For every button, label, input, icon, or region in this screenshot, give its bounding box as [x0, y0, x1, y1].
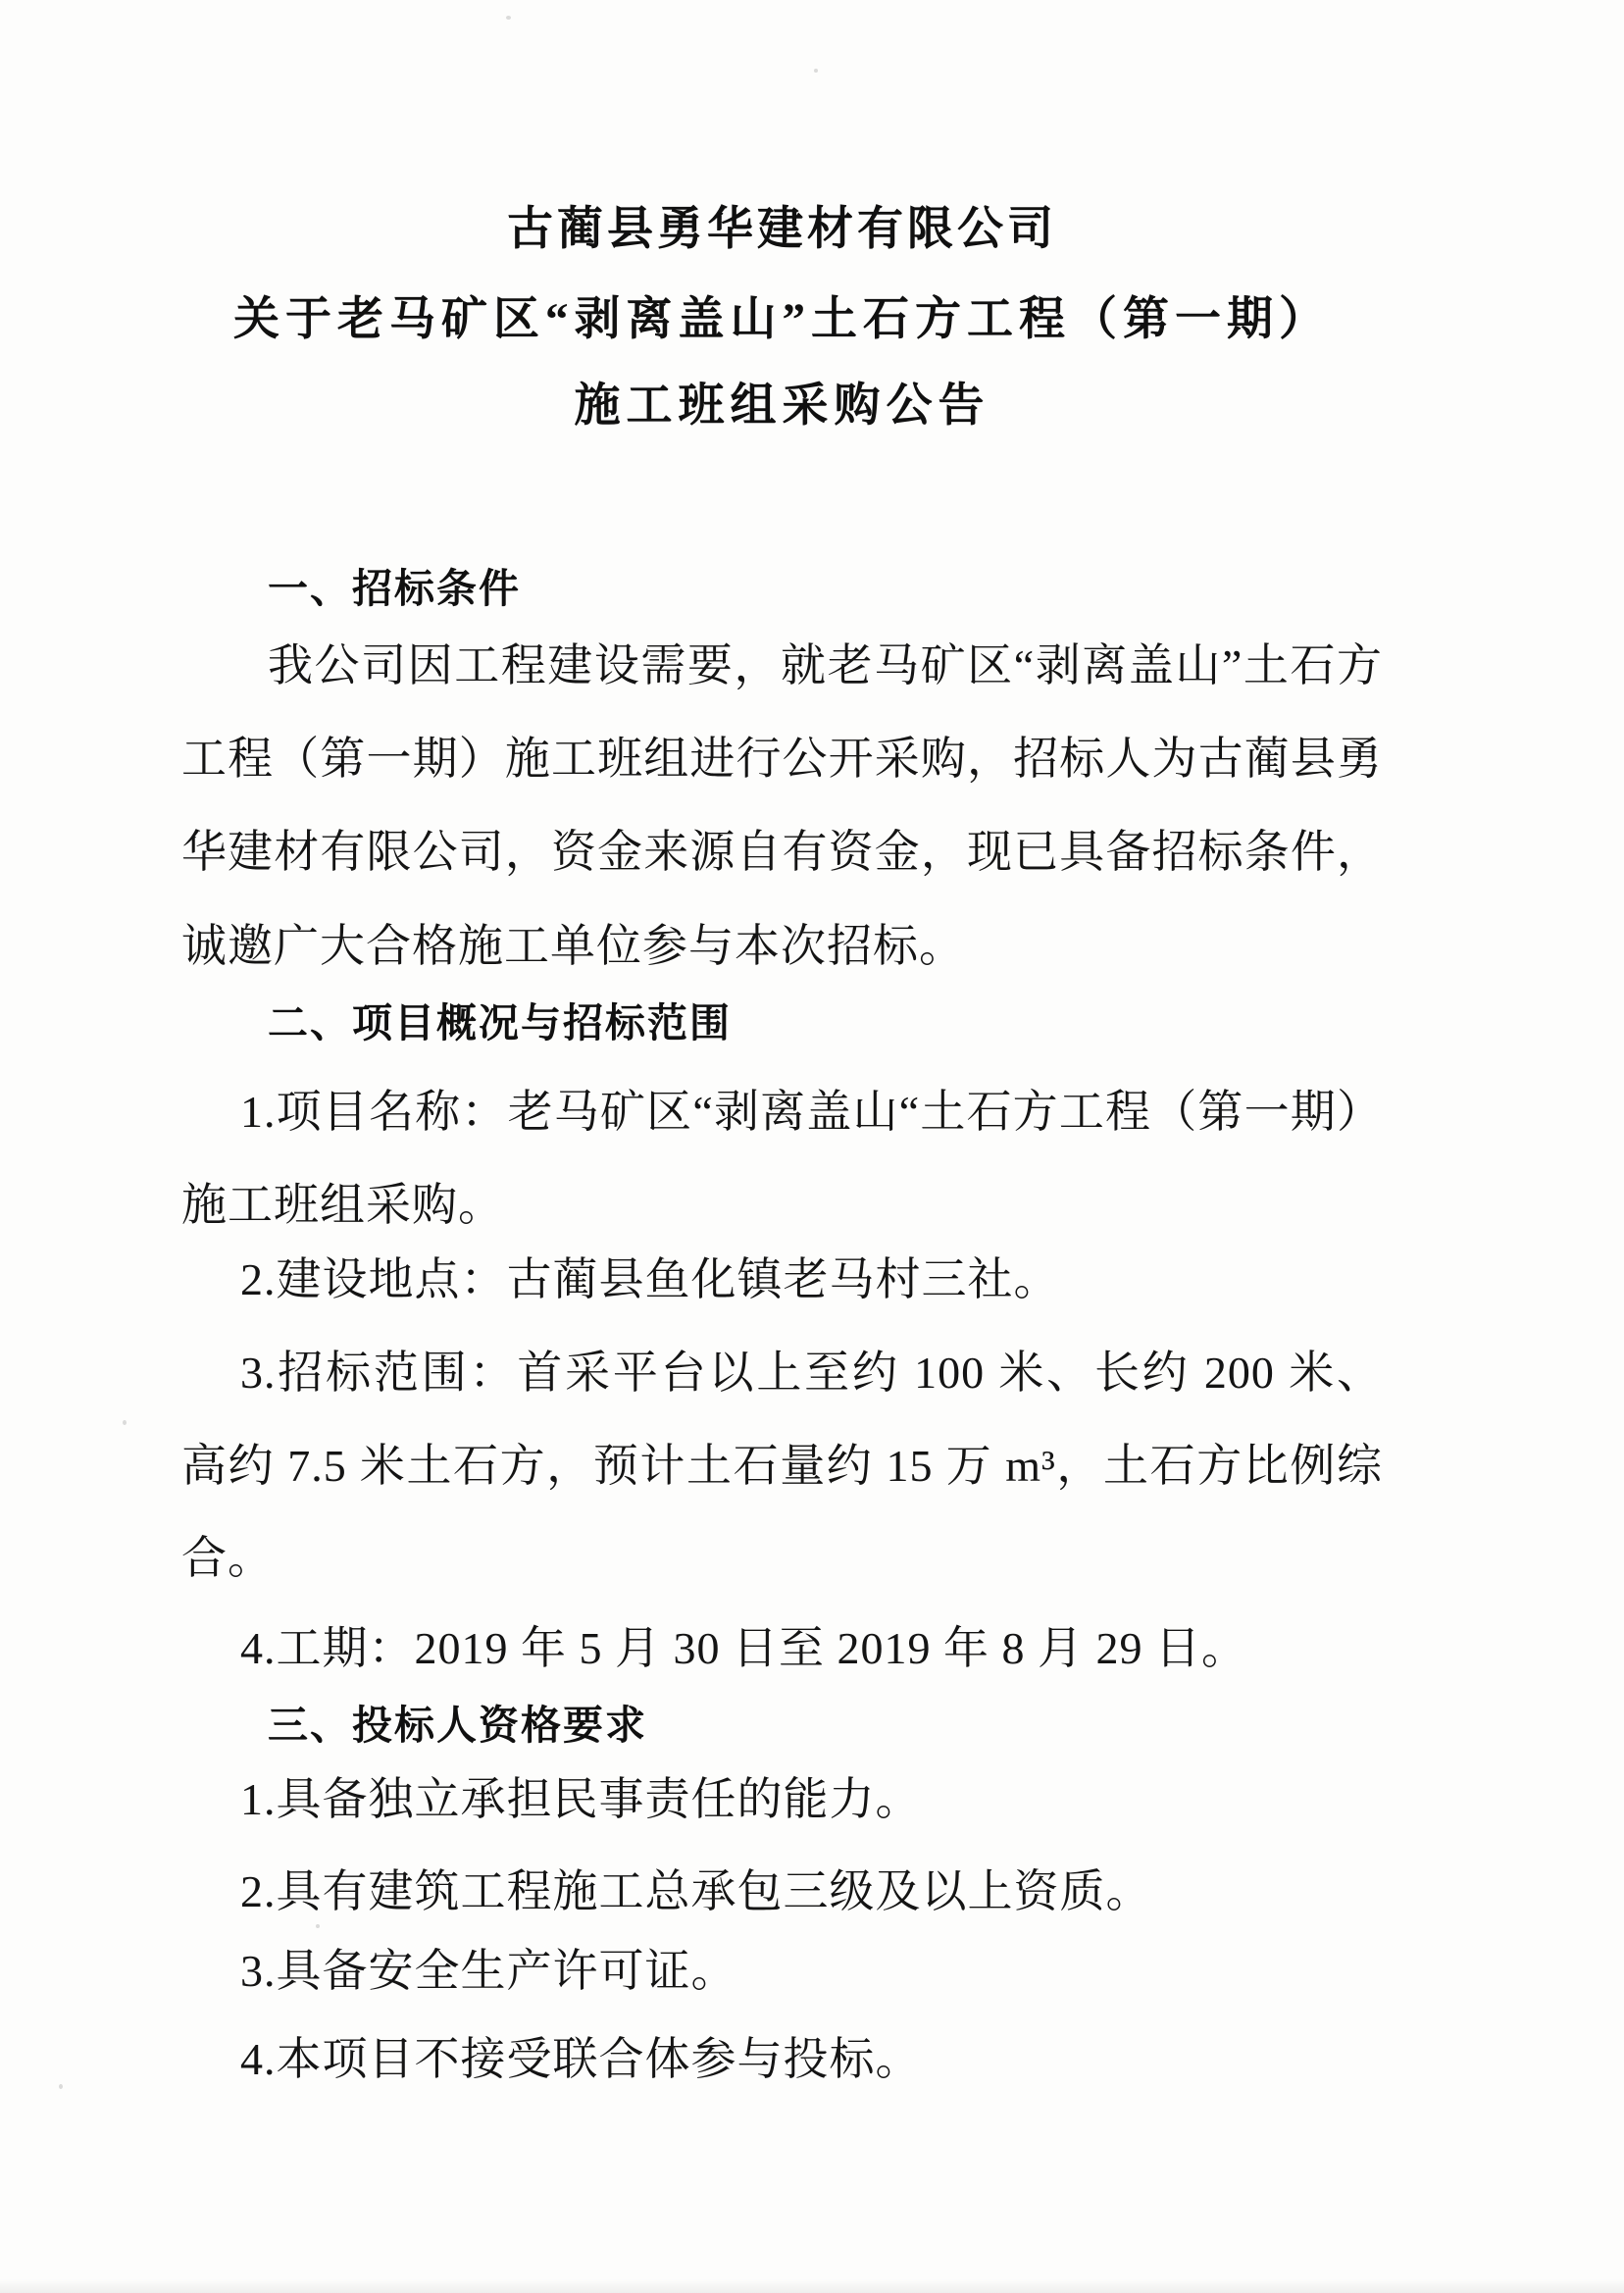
section-2-item-3-line-2: 高约 7.5 米土石方，预计土石量约 15 万 m³，土石方比例综	[181, 1441, 1383, 1491]
section-3-heading: 三、投标人资格要求	[268, 1703, 647, 1748]
document-title-line-1: 古蔺县勇华建材有限公司	[507, 204, 1057, 255]
section-3-item-3: 3.具备安全生产许可证。	[240, 1946, 737, 1996]
section-2-item-3-line-3: 合。	[181, 1533, 274, 1583]
section-2-item-3-line-1: 3.招标范围：首采平台以上至约 100 米、长约 200 米、	[240, 1348, 1383, 1398]
section-1-paragraph-line-1: 我公司因工程建设需要，就老马矿区“剥离盖山”土石方	[268, 640, 1383, 690]
document-title-line-2: 关于老马矿区“剥离盖山”土石方工程（第一期）	[233, 294, 1331, 345]
scan-speckle	[814, 69, 818, 73]
scan-speckle	[123, 1420, 127, 1425]
scan-speckle	[506, 16, 511, 20]
section-3-item-2: 2.具有建筑工程施工总承包三级及以上资质。	[240, 1866, 1152, 1916]
section-2-item-2: 2.建设地点：古蔺县鱼化镇老马村三社。	[240, 1254, 1060, 1304]
section-2-item-1-line-2: 施工班组采购。	[181, 1180, 504, 1230]
scan-speckle	[59, 2084, 63, 2089]
scan-speckle	[316, 1924, 320, 1928]
section-2-item-1-line-1: 1.项目名称：老马矿区“剥离盖山“土石方工程（第一期）	[240, 1087, 1383, 1137]
document-title-line-3: 施工班组采购公告	[574, 381, 990, 432]
section-1-paragraph-line-3: 华建材有限公司，资金来源自有资金，现已具备招标条件，	[181, 827, 1383, 877]
section-2-heading: 二、项目概况与招标范围	[268, 1000, 732, 1045]
section-3-item-4: 4.本项目不接受联合体参与投标。	[240, 2034, 922, 2084]
section-1-paragraph-line-4: 诚邀广大合格施工单位参与本次招标。	[181, 921, 965, 971]
section-3-item-1: 1.具备独立承担民事责任的能力。	[240, 1774, 922, 1824]
section-1-heading: 一、招标条件	[268, 566, 521, 611]
section-2-item-4: 4.工期：2019 年 5 月 30 日至 2019 年 8 月 29 日。	[240, 1623, 1247, 1673]
scan-bottom-edge	[0, 2279, 1624, 2293]
section-1-paragraph-line-2: 工程（第一期）施工班组进行公开采购，招标人为古蔺县勇	[181, 734, 1383, 784]
